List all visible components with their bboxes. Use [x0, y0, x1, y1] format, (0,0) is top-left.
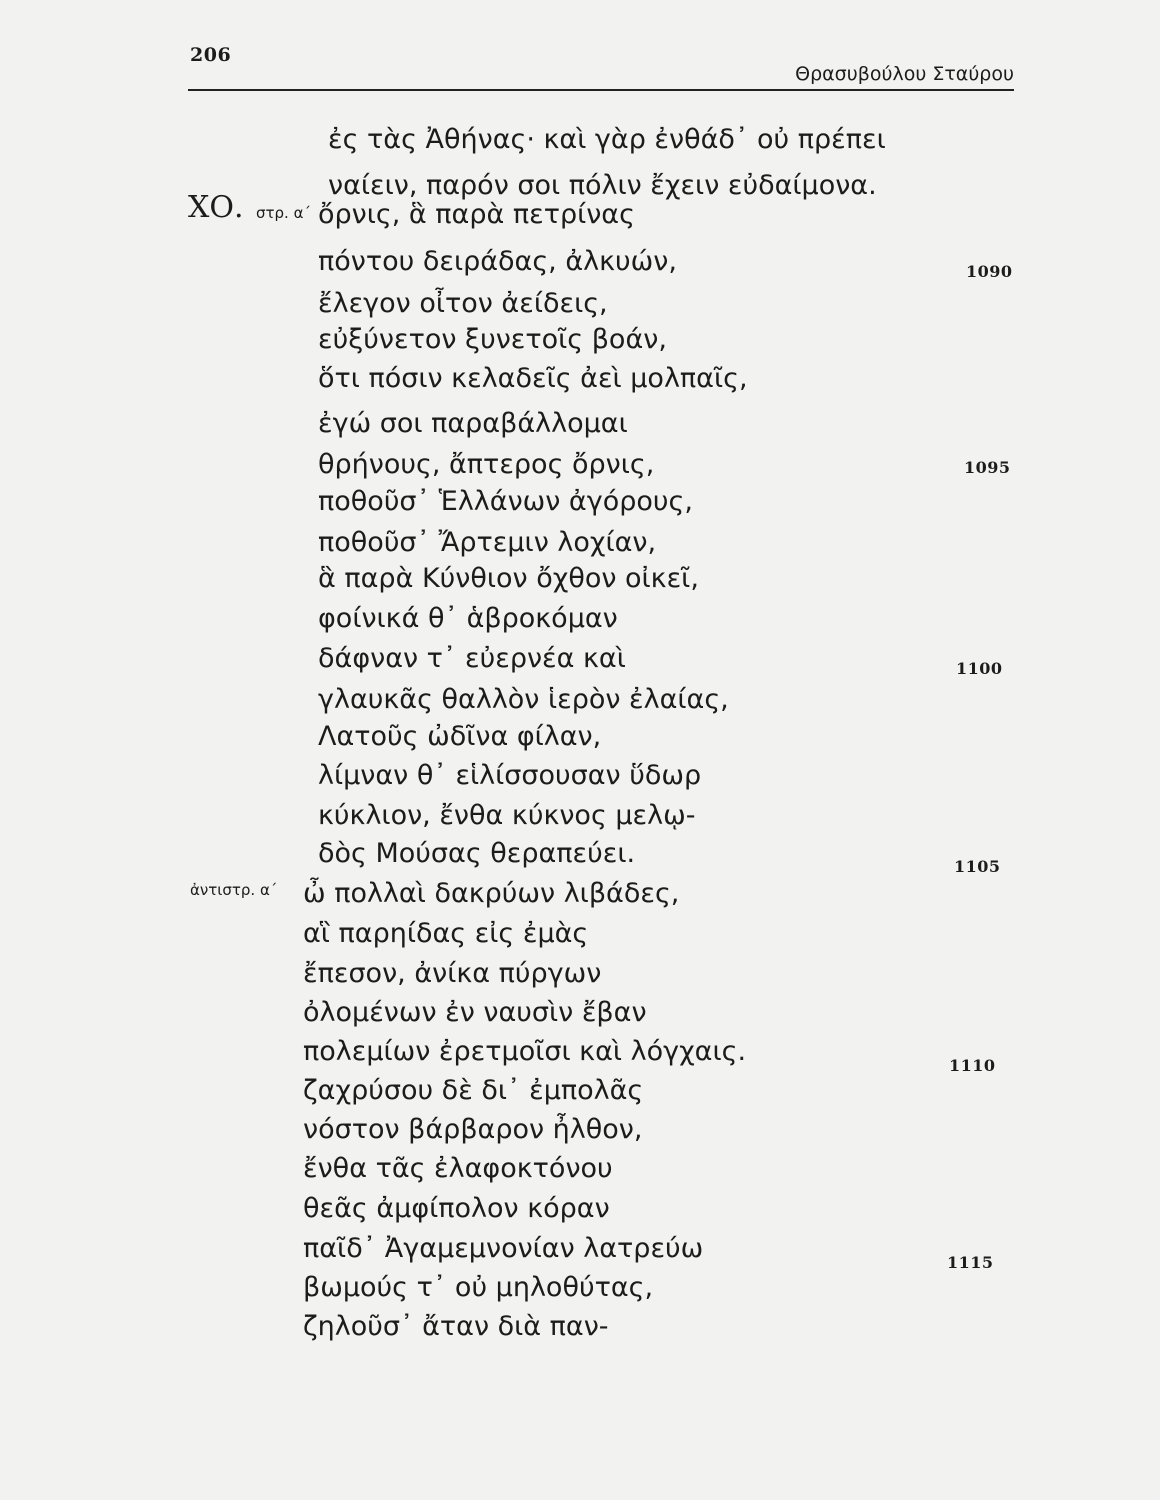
verse-line: ὅτι πόσιν κελαδεῖς ἀεὶ μολπαῖς, [318, 363, 748, 394]
verse-line: δὸς Μούσας θεραπεύει. [318, 838, 636, 869]
verse-line: ναίειν, παρόν σοι πόλιν ἔχειν εὐδαίμονα. [328, 170, 877, 201]
verse-line: βωμούς τ᾽ οὐ μηλοθύτας, [303, 1272, 654, 1303]
verse-line: πολεμίων ἐρετμοῖσι καὶ λόγχαις. [303, 1036, 747, 1067]
line-number: 1115 [947, 1253, 994, 1272]
verse-line: Λατοῦς ὠδῖνα φίλαν, [318, 721, 602, 752]
verse-line: εὐξύνετον ξυνετοῖς βοάν, [318, 324, 667, 355]
verse-line: νόστον βάρβαρον ἦλθον, [303, 1114, 643, 1145]
verse-line: ποθοῦσ᾽ Ἑλλάνων ἀγόρους, [318, 486, 693, 517]
verse-line: ἐγώ σοι παραβάλλομαι [318, 408, 628, 439]
verse-line: δάφναν τ᾽ εὐερνέα καὶ [318, 643, 626, 674]
verse-line: ὀλομένων ἐν ναυσὶν ἔβαν [303, 997, 647, 1028]
strophe-label: στρ. α΄ [256, 204, 311, 222]
verse-line: γλαυκᾶς θαλλὸν ἱερὸν ἐλαίας, [318, 684, 729, 715]
verse-line: παῖδ᾽ Ἀγαμεμνονίαν λατρεύω [303, 1233, 704, 1264]
verse-line: κύκλιον, ἔνθα κύκνος μελῳ- [318, 800, 696, 831]
header-rule [188, 89, 1014, 91]
line-number: 1110 [949, 1056, 996, 1075]
verse-line: ἔνθα τᾶς ἐλαφοκτόνου [303, 1153, 613, 1184]
verse-line: ἃ παρὰ Κύνθιον ὄχθον οἰκεῖ, [318, 563, 699, 594]
line-number: 1105 [954, 857, 1001, 876]
verse-line: ζηλοῦσ᾽ ἄταν διὰ παν- [303, 1311, 609, 1342]
verse-line: θεᾶς ἀμφίπολον κόραν [303, 1193, 610, 1224]
verse-line: ἔπεσον, ἀνίκα πύργων [303, 958, 602, 989]
speaker-label: ΧΟ. [188, 190, 244, 225]
line-number: 1090 [966, 262, 1013, 281]
running-head: Θρασυβούλου Σταύρου [795, 63, 1014, 85]
verse-line: ἐς τὰς Ἀθήνας· καὶ γὰρ ἐνθάδ᾽ οὐ πρέπει [328, 124, 886, 155]
antistrophe-label: ἀντιστρ. α΄ [190, 881, 278, 899]
verse-line: ἔλεγον οἶτον ἀείδεις, [318, 288, 608, 319]
page-number: 206 [190, 44, 232, 66]
verse-line: λίμναν θ᾽ εἱλίσσουσαν ὕδωρ [318, 760, 702, 791]
verse-line: θρήνους, ἄπτερος ὄρνις, [318, 449, 655, 480]
verse-line: ὦ πολλαὶ δακρύων λιβάδες, [303, 878, 680, 909]
verse-line: φοίνικά θ᾽ ἁβροκόμαν [318, 603, 618, 634]
verse-line: ζαχρύσου δὲ δι᾽ ἐμπολᾶς [303, 1075, 644, 1106]
line-number: 1100 [956, 659, 1003, 678]
verse-line: ὄρνις, ἃ παρὰ πετρίνας [318, 199, 635, 230]
verse-line: αἳ παρηίδας εἰς ἐμὰς [303, 918, 589, 949]
verse-line: πόντου δειράδας, ἀλκυών, [318, 246, 677, 277]
verse-line: ποθοῦσ᾽ Ἄρτεμιν λοχίαν, [318, 527, 657, 558]
line-number: 1095 [964, 458, 1011, 477]
